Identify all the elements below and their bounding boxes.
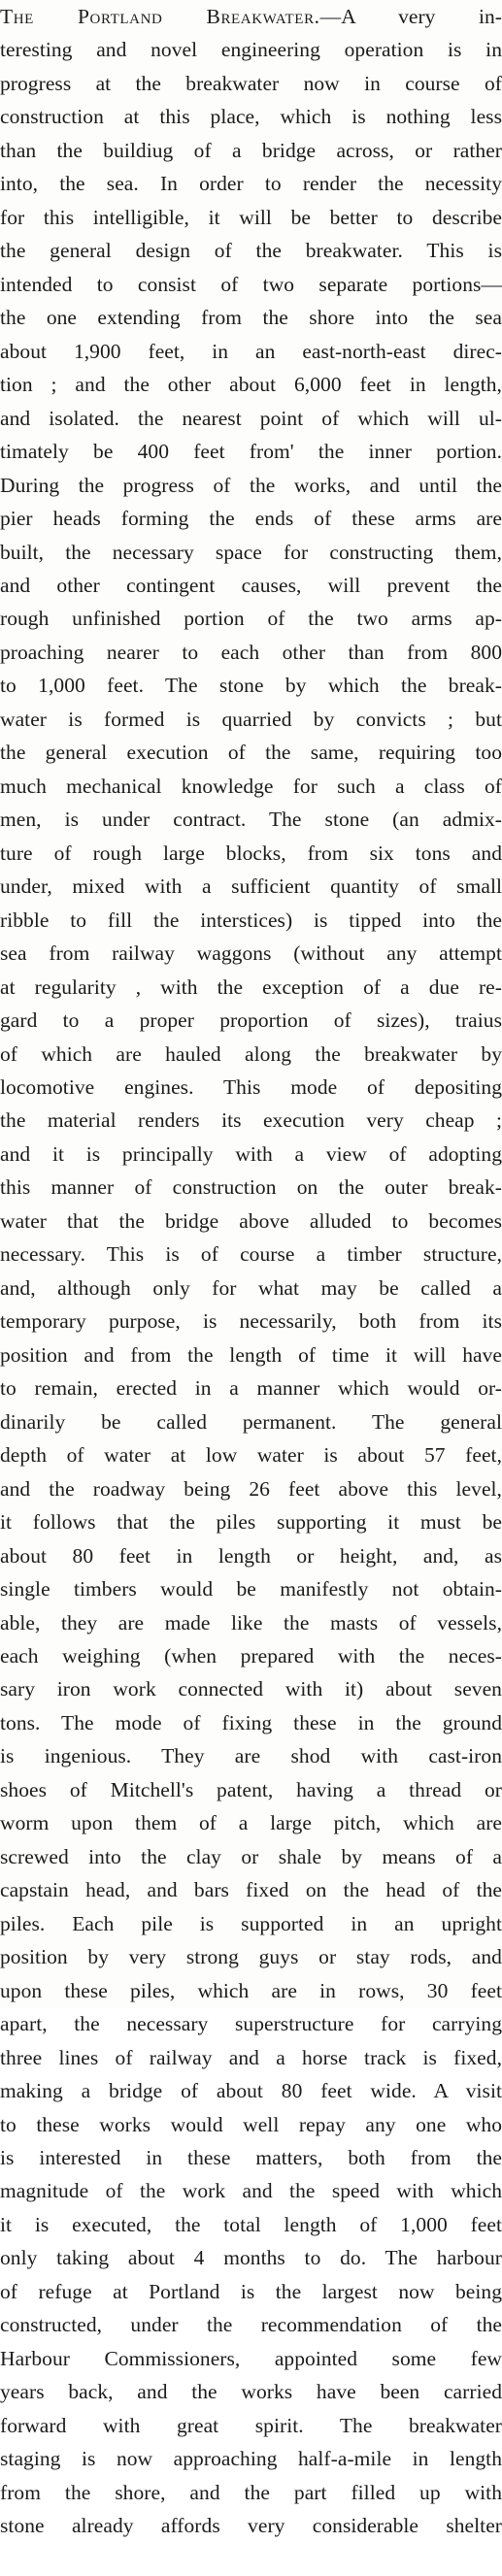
article-line: capstain head, and bars fixed on the head of the xyxy=(0,1878,502,1902)
article-line: tons. The mode of fixing these in the ground xyxy=(0,1710,502,1734)
article-headline: The Portland Breakwater. xyxy=(0,5,320,28)
article-line: three lines of railway and a horse track is fixed, xyxy=(0,2045,502,2069)
article-line: shoes of Mitchell's patent, having a thread or xyxy=(0,1777,502,1801)
article-line: stone already affords very considerable shelter xyxy=(0,2514,502,2538)
article-line: ture of rough large blocks, from six tons and xyxy=(0,841,502,865)
article-line: ribble to fill the interstices) is tipped into the xyxy=(0,908,502,932)
article-line: from the shore, and the part filled up with xyxy=(0,2480,502,2504)
article-line: position and from the length of time it will have xyxy=(0,1342,502,1367)
article-line: single timbers would be manifestly not obtain- xyxy=(0,1577,502,1602)
article-line: constructed, under the recommendation of the xyxy=(0,2313,502,2337)
article-line: the material renders its execution very cheap ; xyxy=(0,1108,502,1133)
article-line: under, mixed with a sufficient quantity of small xyxy=(0,875,502,899)
article-line: and it is principally with a view of adopting xyxy=(0,1141,502,1166)
article-line: staging is now approaching half-a-mile in length xyxy=(0,2447,502,2471)
article-line: able, they are made like the masts of vessels, xyxy=(0,1610,502,1635)
article-line: magnitude of the work and the speed with which xyxy=(0,2179,502,2203)
article-line: screwed into the clay or shale by means of a xyxy=(0,1844,502,1868)
article-line: water is formed is quarried by convicts ; but xyxy=(0,707,502,731)
article-line: it follows that the piles supporting it must be xyxy=(0,1510,502,1535)
article-line: depth of water at low water is about 57 feet, xyxy=(0,1443,502,1468)
article-line: for this intelligible, it will be better to describe xyxy=(0,205,502,229)
article-line: sea from railway waggons (without any attempt xyxy=(0,941,502,966)
article-line: is ingenious. They are shod with cast-iron xyxy=(0,1744,502,1768)
article-line: timately be 400 feet from' the inner portion. xyxy=(0,440,502,464)
article-line: than the buildiug of a bridge across, or rather xyxy=(0,138,502,162)
article-line: and other contingent causes, will prevent the xyxy=(0,573,502,597)
article-line: proaching nearer to each other than from 800 xyxy=(0,640,502,664)
article-line: of which are hauled along the breakwater by xyxy=(0,1041,502,1066)
article-line: Harbour Commissioners, appointed some few xyxy=(0,2346,502,2370)
article-line: apart, the necessary superstructure for carrying xyxy=(0,2012,502,2036)
article-line: and, although only for what may be called a xyxy=(0,1275,502,1300)
article-line: each weighing (when prepared with the neces- xyxy=(0,1643,502,1668)
article-line: and isolated. the nearest point of which will ul- xyxy=(0,406,502,430)
article-line-1 xyxy=(0,0,502,33)
article-line: only taking about 4 months to do. The harbour xyxy=(0,2246,502,2270)
article-line: into, the sea. In order to render the necessity xyxy=(0,172,502,196)
article-line: the general execution of the same, requiring too xyxy=(0,741,502,765)
article-line: to these works would well repay any one who xyxy=(0,2112,502,2136)
article-line: construction at this place, which is nothing less xyxy=(0,105,502,129)
article-line: years back, and the works have been carried xyxy=(0,2380,502,2404)
article-line: forward with great spirit. The breakwater xyxy=(0,2413,502,2437)
article-line: water that the bridge above alluded to becomes xyxy=(0,1208,502,1233)
article-line: temporary purpose, is necessarily, both from its xyxy=(0,1309,502,1334)
article-line: this manner of construction on the outer break- xyxy=(0,1175,502,1200)
article-line: During the progress of the works, and until the xyxy=(0,473,502,497)
article-line: at regularity , with the exception of a due re- xyxy=(0,974,502,999)
article-line: piles. Each pile is supported in an upright xyxy=(0,1911,502,1935)
article-line: built, the necessary space for constructing them, xyxy=(0,540,502,564)
article-line: making a bridge of about 80 feet wide. A visit xyxy=(0,2079,502,2103)
article-line: about 80 feet in length or height, and, as xyxy=(0,1543,502,1568)
article-line: upon these piles, which are in rows, 30 feet xyxy=(0,1978,502,2002)
article-line: position by very strong guys or stay rods, and xyxy=(0,1945,502,1969)
article-line: dinarily be called permanent. The general xyxy=(0,1409,502,1434)
article-line-1-text: —A very in- xyxy=(319,5,502,28)
article-line: progress at the breakwater now in course of xyxy=(0,71,502,95)
article-line: pier heads forming the ends of these arms are xyxy=(0,507,502,531)
article-line: and the roadway being 26 feet above this level, xyxy=(0,1476,502,1501)
article-line: necessary. This is of course a timber structure, xyxy=(0,1242,502,1267)
article-line: about 1,900 feet, in an east-north-east direc- xyxy=(0,339,502,363)
article-line: gard to a proper proportion of sizes), traius xyxy=(0,1008,502,1033)
article-line: tion ; and the other about 6,000 feet in length, xyxy=(0,373,502,397)
article-line: of refuge at Portland is the largest now being xyxy=(0,2279,502,2303)
article-line: the one extending from the shore into the sea xyxy=(0,306,502,330)
article-line: intended to consist of two separate portions— xyxy=(0,272,502,296)
article-line: is interested in these matters, both from the xyxy=(0,2146,502,2169)
article-line: the general design of the breakwater. This is xyxy=(0,239,502,263)
article-line: sary iron work connected with it) about seven xyxy=(0,1677,502,1701)
article-line: it is executed, the total length of 1,000 feet xyxy=(0,2212,502,2236)
article-line: worm upon them of a large pitch, which are xyxy=(0,1811,502,1835)
article-line: locomotive engines. This mode of depositing xyxy=(0,1075,502,1099)
article-line xyxy=(0,2543,502,2576)
article-line: much mechanical knowledge for such a class of xyxy=(0,774,502,798)
article-line: men, is under contract. The stone (an admix- xyxy=(0,808,502,832)
article-line: to remain, erected in a manner which would or- xyxy=(0,1376,502,1401)
article-line: to 1,000 feet. The stone by which the break- xyxy=(0,674,502,698)
article-line: teresting and novel engineering operation is in xyxy=(0,38,502,62)
article-line: rough unfinished portion of the two arms ap- xyxy=(0,607,502,631)
